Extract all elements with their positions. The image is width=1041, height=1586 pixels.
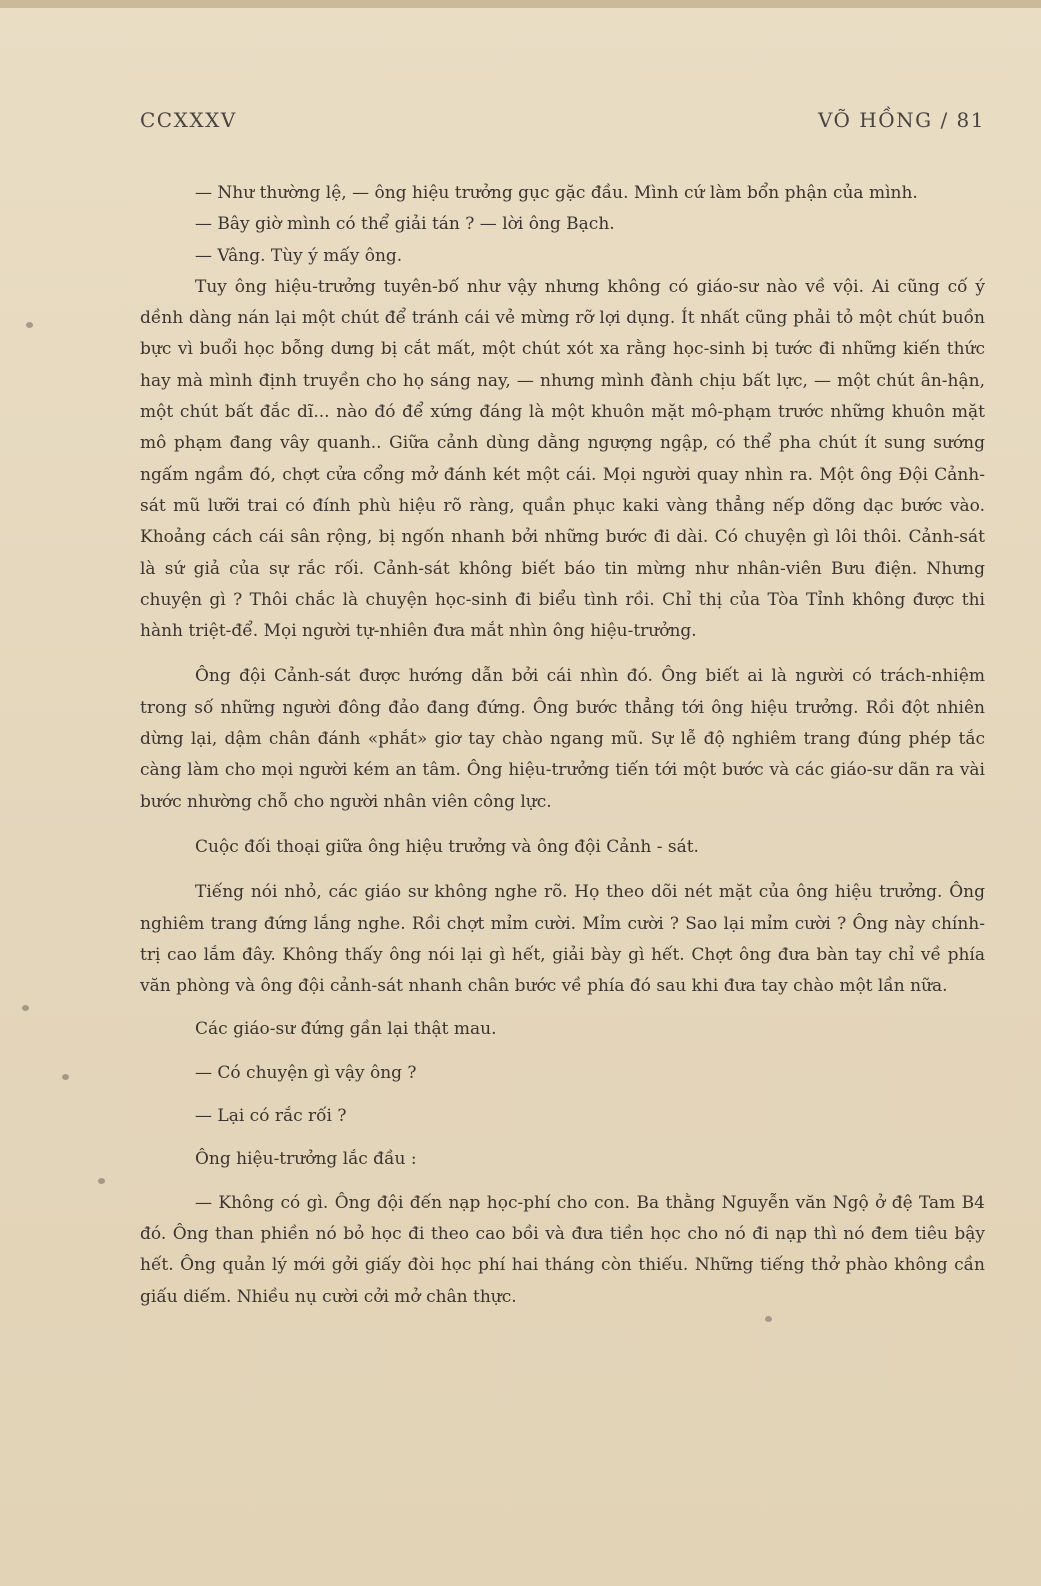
- paper-speck: [98, 1178, 105, 1184]
- paragraph: — Như thường lệ, — ông hiệu trưởng gục gặc đầu. Mình cứ làm bổn phận của mình.: [195, 183, 918, 203]
- paragraph: Các giáo-sư đứng gần lại thật mau.: [195, 1019, 497, 1040]
- paragraph: — Bây giờ mình có thể giải tán ? — lời ông Bạch.: [195, 214, 615, 235]
- page-top-edge: [0, 0, 1041, 8]
- paragraph: Ông hiệu-trưởng lắc đầu :: [195, 1149, 417, 1170]
- paragraph: — Có chuyện gì vậy ông ?: [195, 1062, 417, 1083]
- paragraph: — Không có gì. Ông đội đến nạp học-phí cho con. Ba thằng Nguyễn văn Ngộ ở đệ Tam B4 đó. Ông than phiền nó bỏ học đi theo cao bồi và đưa tiền học cho nó đi nạp thì nó đem tiêu bậy hết. Ông quản lý mới gởi giấy đòi học phí hai tháng còn thiếu. Những tiếng thở phào không cần giấu diếm. Nhiều nụ cười cởi mở chân thực.: [140, 1192, 985, 1307]
- paper-speck: [765, 1316, 772, 1322]
- paper-speck: [26, 322, 33, 328]
- chapter-number: CCXXXV: [140, 108, 237, 132]
- paragraph: Cuộc đối thoại giữa ông hiệu trưởng và ông đội Cảnh - sát.: [195, 836, 699, 857]
- paragraph: Ông đội Cảnh-sát được hướng dẫn bởi cái nhìn đó. Ông biết ai là người có trách-nhiệm trong số những người đông đảo đang đứng. Ông bước thẳng tới ông hiệu trưởng. Rồi đột nhiên dừng lại, dậm chân đánh «phắt» giơ tay chào ngang mũ. Sự lễ độ nghiêm trang đúng phép tắc càng làm cho mọi người kém an tâm. Ông hiệu-trưởng tiến tới một bước và các giáo-sư dãn ra vài bước nhường chỗ cho người nhân viên công lực.: [140, 666, 985, 812]
- paragraph: — Vâng. Tùy ý mấy ông.: [195, 245, 403, 266]
- paragraph: Tiếng nói nhỏ, các giáo sư không nghe rõ. Họ theo dõi nét mặt của ông hiệu trưởng. Ông nghiêm trang đứng lắng nghe. Rồi chợt mỉm cười. Mỉm cười ? Sao lại mỉm cười ? Ông này chính-trị cao lắm đây. Không thấy ông nói lại gì hết, giải bày gì hết. Chợt ông đưa bàn tay chỉ về phía văn phòng và ông đội cảnh-sát nhanh chân bước về phía đó sau khi đưa tay chào một lần nữa.: [140, 882, 985, 997]
- paragraph: Tuy ông hiệu-trưởng tuyên-bố như vậy nhưng không có giáo-sư nào về vội. Ai cũng cố ý dềnh dàng nán lại một chút để tránh cái vẻ mừng rỡ lợi dụng. Ít nhất cũng phải tỏ một chút buồn bực vì buổi học bỗng dưng bị cắt mất, một chút xót xa rằng học-sinh bị tước đi những kiến thức hay mà mình định truyền cho họ sáng nay, — nhưng mình đành chịu bất lực, — một chút ân-hận, một chút bất đắc dĩ... nào đó để xứng đáng là một khuôn mặt mô-phạm trước những khuôn mặt mô phạm đang vây quanh.. Giữa cảnh dùng dằng ngượng ngập, có thể pha chút ít sung sướng ngấm ngầm đó, chợt cửa cổng mở đánh két một cái. Mọi người quay nhìn ra. Một ông Đội Cảnh-sát mũ lưỡi trai có đính phù hiệu rõ ràng, quần phục kaki vàng thẳng nếp dõng dạc bước vào. Khoảng cách cái sân rộng, bị ngốn nhanh bởi những bước đi dài. Có chuyện gì lôi thôi. Cảnh-sát là sứ giả của sự rắc rối. Cảnh-sát không biết báo tin mừng như nhân-viên Bưu điện. Nhưng chuyện gì ? Thôi chắc là chuyện học-sinh đi biểu tình rồi. Chỉ thị của Tòa Tỉnh không được thi hành triệt-để. Mọi người tự-nhiên đưa mắt nhìn ông hiệu-trưởng.: [140, 276, 985, 642]
- paper-speck: [62, 1074, 69, 1080]
- running-header: [140, 108, 985, 138]
- paragraph: — Lại có rắc rối ?: [195, 1106, 347, 1127]
- page-body: [140, 178, 985, 1313]
- author-page-number: VÕ HỒNG / 81: [817, 108, 985, 132]
- paper-speck: [22, 1005, 29, 1011]
